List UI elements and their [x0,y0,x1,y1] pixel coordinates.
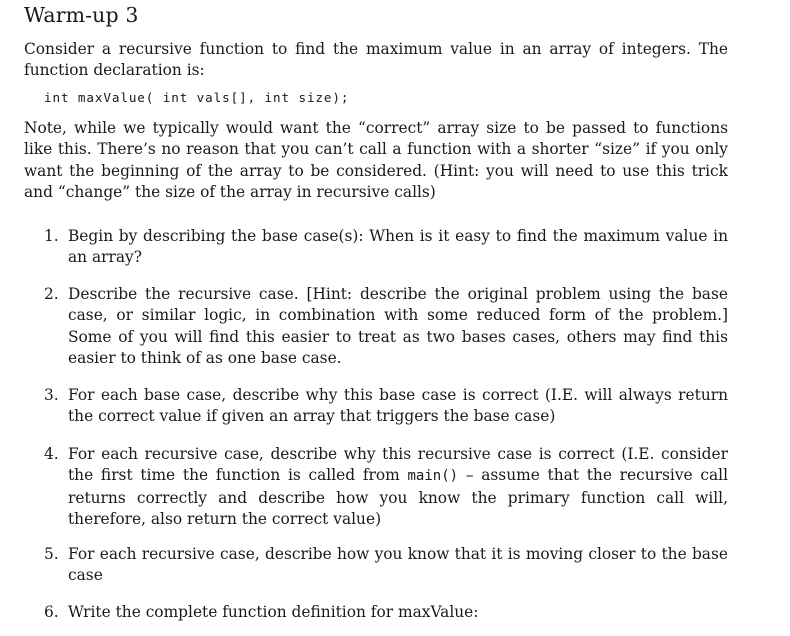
item-number: 1. [44,227,59,245]
item-text [68,444,728,530]
function-declaration: int maxValue( int vals[], int size); [44,90,350,105]
item-text: Describe the recursive case. [Hint: describe the original problem using the base case, or similar logic, in combination with some reduced form of the problem.] Some of you will find this easier to treat as two bases cases, others may find this easier to think of as one base case. [68,285,728,367]
item-text-after: – assume that the recursive call returns correctly and describe how you know the primary function call will, therefore, also return the correct value) [68,466,728,528]
inline-code-main: main() [407,468,459,485]
item-text: Write the complete function definition for maxValue: [68,603,479,621]
section-title: Warm-up 3 [24,3,139,27]
intro-paragraph: Consider a recursive function to find the maximum value in an array of integers. The function declaration is: [24,40,728,80]
item-text: For each recursive case, describe how you know that it is moving closer to the base case [68,545,728,585]
item-text-before: For each recursive case, describe why this recursive case is correct (I.E. consider the first time the function is called from [68,445,728,485]
item-number: 6. [44,603,59,621]
item-number: 3. [44,386,59,404]
item-number: 4. [44,445,59,463]
item-text: Begin by describing the base case(s): When is it easy to find the maximum value in an array? [68,227,728,267]
note-paragraph: Note, while we typically would want the “correct” array size to be passed to functions like this. There’s no reason that you can’t call a function with a shorter “size” if you only want the beginning of the array to be considered. (Hint: you will need to use this trick and “change” the size of the array in recursive calls) [24,119,728,201]
item-number: 2. [44,285,59,303]
item-text: For each base case, describe why this base case is correct (I.E. will always return the correct value if given an array that triggers the base case) [68,386,728,426]
item-number: 5. [44,545,59,563]
